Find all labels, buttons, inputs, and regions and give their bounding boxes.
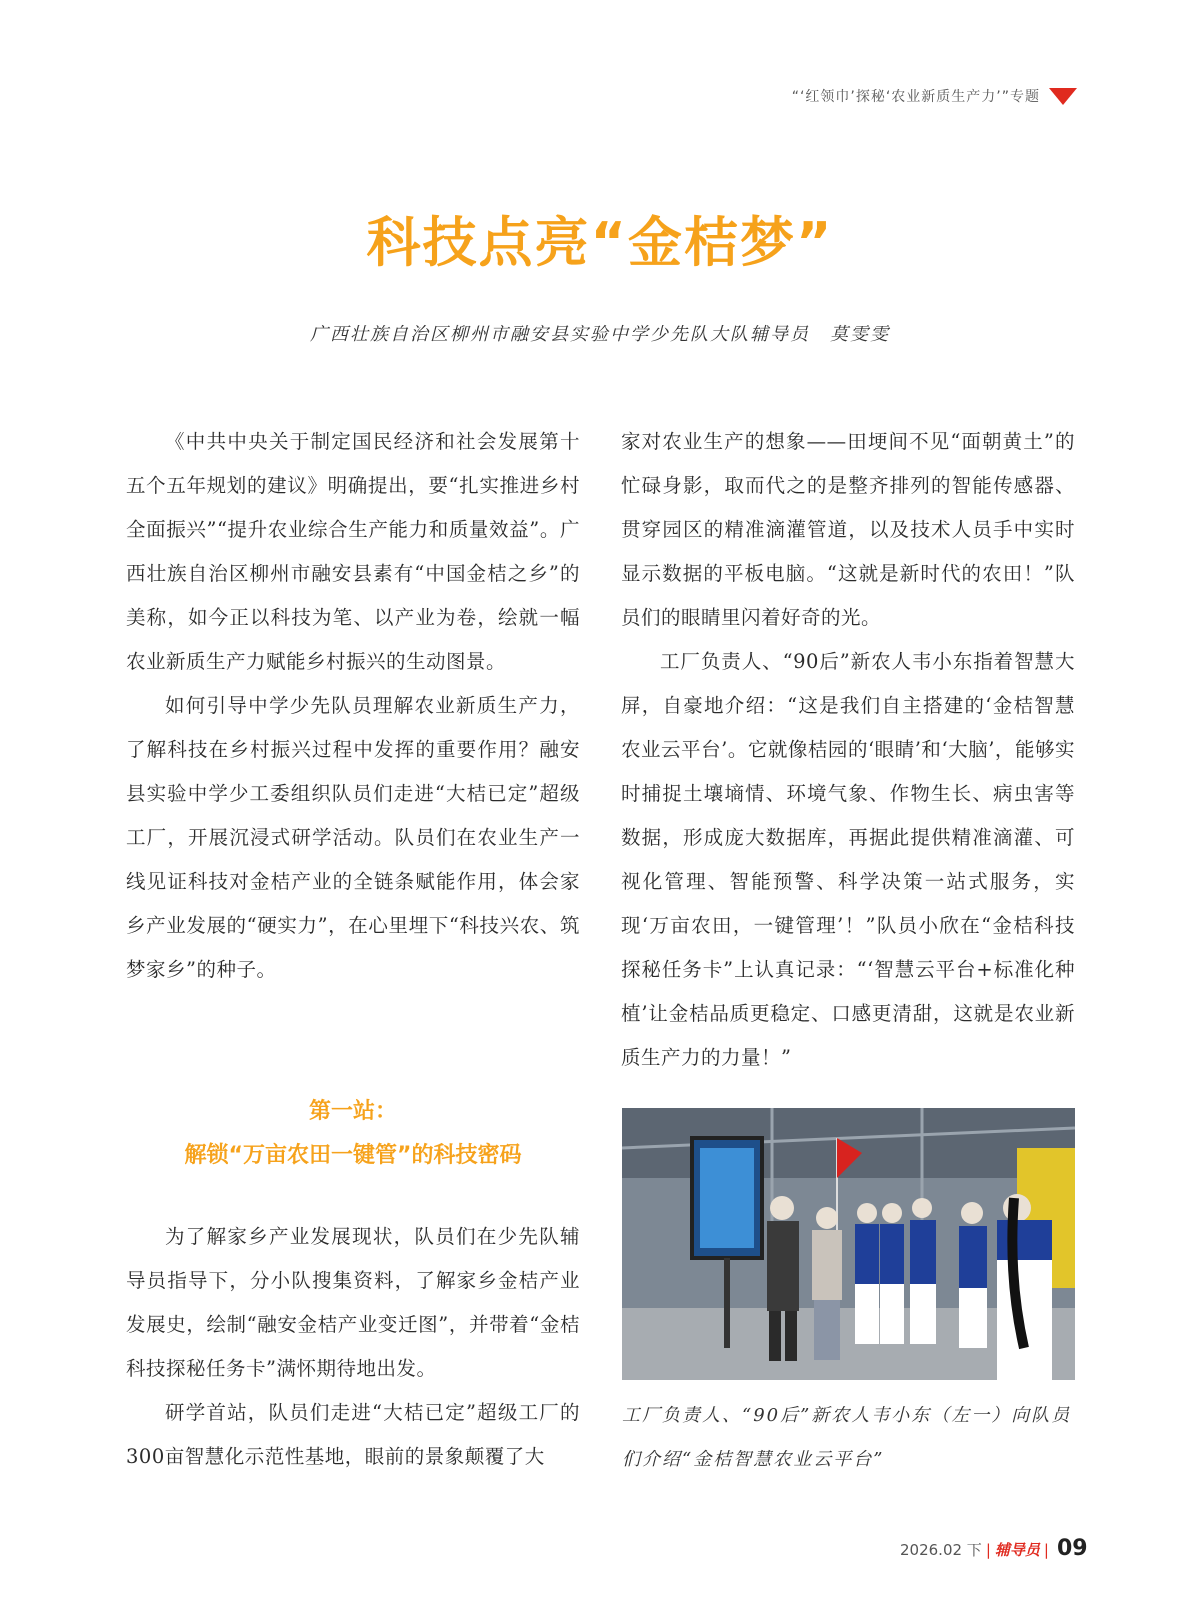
- page-footer: [900, 1536, 1088, 1561]
- footer-divider: |: [985, 1541, 991, 1559]
- right-column: [621, 420, 1075, 1080]
- page-number: 09: [1056, 1536, 1088, 1561]
- issue-label: 2026.02 下: [900, 1541, 982, 1559]
- photo-caption: 工厂负责人、“90后”新农人韦小东（左一）向队员们介绍“金桔智慧农业云平台”: [622, 1405, 1072, 1470]
- paragraph: 家对农业生产的想象——田埂间不见“面朝黄土”的忙碌身影，取而代之的是整齐排列的智能传感器、贯穿园区的精准滴灌管道，以及技术人员手中实时显示数据的平板电脑。“这就是新时代的农田！”队员们的眼睛里闪着好奇的光。: [621, 430, 1075, 629]
- paragraph: 为了解家乡产业发展现状，队员们在少先队辅导员指导下，分小队搜集资料，了解家乡金桔产业发展史，绘制“融安金桔产业变迁图”，并带着“金桔科技探秘任务卡”满怀期待地出发。: [126, 1225, 580, 1380]
- paragraph: 如何引导中学少先队员理解农业新质生产力，了解科技在乡村振兴过程中发挥的重要作用？融安县实验中学少工委组织队员们走进“大桔已定”超级工厂，开展沉浸式研学活动。队员们在农业生产一线见证科技对金桔产业的全链条赋能作用，体会家乡产业发展的“硬实力”，在心里埋下“科技兴农、筑梦家乡”的种子。: [126, 694, 580, 981]
- section-heading-line2: 解锁“万亩农田一键管”的科技密码: [184, 1143, 522, 1168]
- left-column-top: [126, 420, 580, 992]
- section-heading-line1: 第一站：: [308, 1099, 397, 1124]
- article-title: 科技点亮“金桔梦”: [366, 211, 834, 274]
- paragraph: 研学首站，队员们走进“大桔已定”超级工厂的300亩智慧化示范性基地，眼前的景象颠覆了大: [126, 1401, 580, 1468]
- paragraph: 工厂负责人、“90后”新农人韦小东指着智慧大屏，自豪地介绍：“这是我们自主搭建的‘金桔智慧农业云平台’。它就像桔园的‘眼睛’和‘大脑’，能够实时捕捉土壤墒情、环境气象、作物生长、病虫害等数据，形成庞大数据库，再据此提供精准滴灌、可视化管理、智能预警、科学决策一站式服务，实现‘万亩农田，一键管理’！”队员小欣在“金桔科技探秘任务卡”上认真记录：“‘智慧云平台+标准化种植’让金桔品质更稳定、口感更清甜，这就是农业新质生产力的力量！”: [621, 650, 1075, 1069]
- article-byline: 广西壮族自治区柳州市融安县实验中学少先队大队辅导员 莫雯雯: [310, 324, 890, 345]
- header-triangle-icon: [1049, 88, 1077, 105]
- paragraph: 《中共中央关于制定国民经济和社会发展第十五个五年规划的建议》明确提出，要“扎实推进乡村全面振兴”“提升农业综合生产能力和质量效益”。广西壮族自治区柳州市融安县素有“中国金桔之乡”的美称，如今正以科技为笔、以产业为卷，绘就一幅农业新质生产力赋能乡村振兴的生动图景。: [126, 430, 580, 673]
- magazine-logo: 辅导员: [994, 1541, 1040, 1559]
- section-heading: [126, 1090, 580, 1178]
- topic-header: “‘红领巾’探秘‘农业新质生产力’”专题: [791, 89, 1040, 105]
- left-column-bottom: [126, 1215, 580, 1479]
- factory-photo: [622, 1108, 1075, 1380]
- footer-divider: |: [1043, 1541, 1049, 1559]
